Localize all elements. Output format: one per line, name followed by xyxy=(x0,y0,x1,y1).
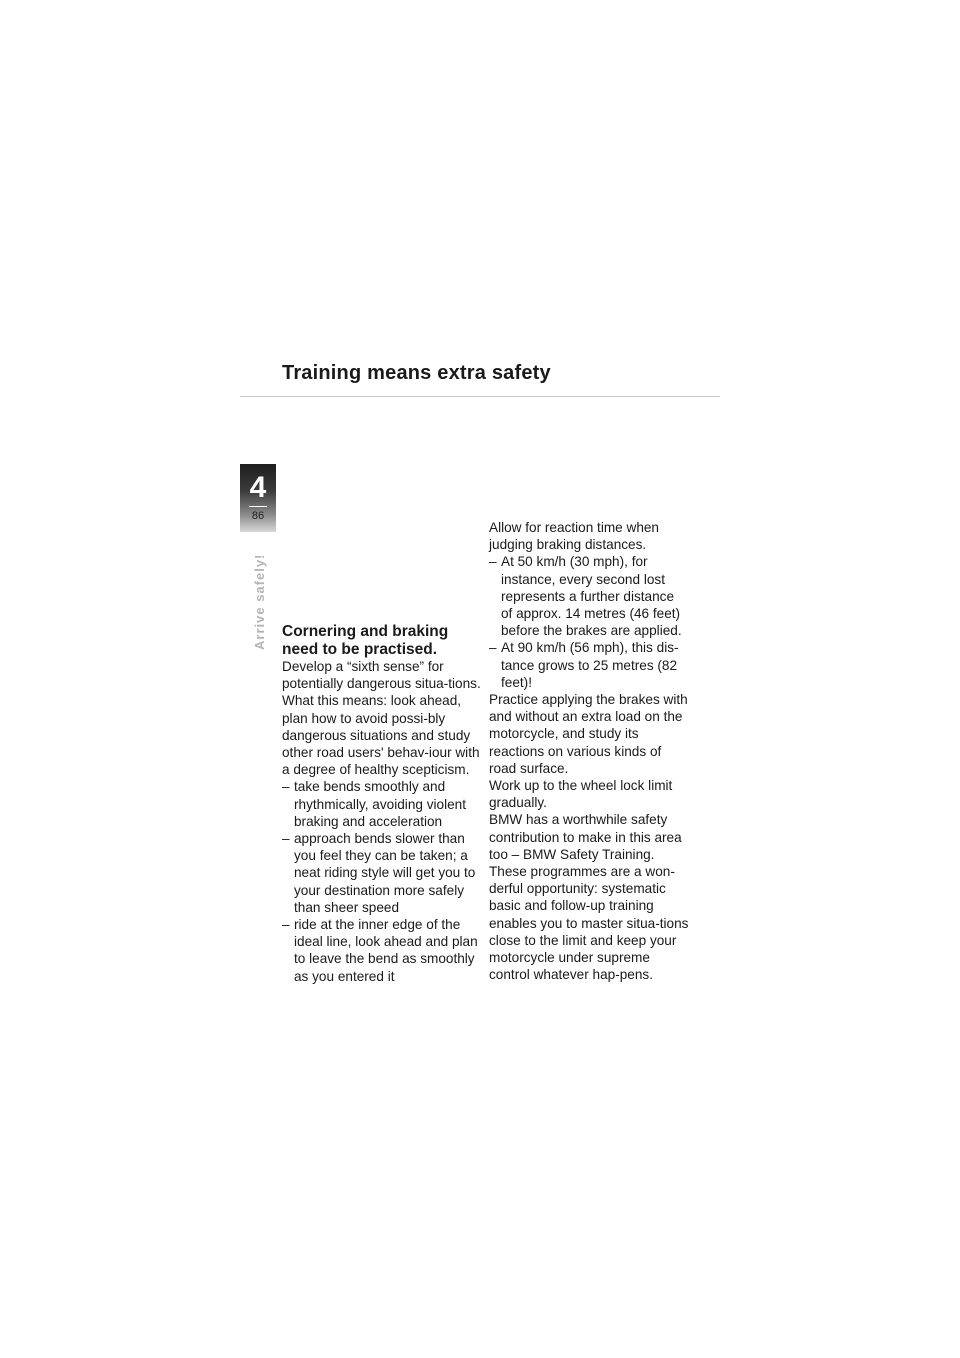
left-bullet-list xyxy=(282,778,482,984)
list-item xyxy=(489,553,689,639)
page-number: 86 xyxy=(251,510,265,522)
right-intro-paragraph: Allow for reaction time when judging braking distances. xyxy=(489,520,659,553)
list-item-text: At 50 km/h (30 mph), for instance, every second lost represents a further distance of approx. 14 metres (46 feet) before the brakes are applied. xyxy=(501,554,682,639)
right-column xyxy=(489,519,689,983)
list-item-text: At 90 km/h (56 mph), this dis-tance grows to 25 metres (82 feet)! xyxy=(501,640,679,690)
chapter-divider xyxy=(249,506,267,507)
safety-training-paragraph: BMW has a worthwhile safety contribution to make in this area too – BMW Safety Training. These programmes are a won-derful opportunity: systematic basic and follow-up training enables you to master situa-tions close to the limit and keep your motorcycle under supreme control whatever hap-pens. xyxy=(489,812,689,983)
braking-practice-paragraph: Practice applying the brakes with and without an extra load on the motorcycle, and study its reactions on various kinds of road surface. xyxy=(489,692,688,776)
bullet-dash: – xyxy=(282,831,290,847)
list-item-text: ride at the inner edge of the ideal line, look ahead and plan to leave the bend as smoothly as you entered it xyxy=(294,917,478,984)
chapter-number: 4 xyxy=(249,471,267,504)
left-column xyxy=(282,623,482,985)
bullet-dash: – xyxy=(282,779,290,795)
list-item xyxy=(282,778,482,830)
chapter-side-label: Arrive safely! xyxy=(252,553,267,650)
right-bullet-list xyxy=(489,553,689,691)
wheel-lock-paragraph: Work up to the wheel lock limit gradually. xyxy=(489,778,673,811)
bullet-dash: – xyxy=(282,917,290,933)
title-divider xyxy=(240,396,720,397)
bullet-dash: – xyxy=(489,640,497,656)
left-intro-paragraph: Develop a “sixth sense” for potentially dangerous situa-tions. What this means: look ahead, plan how to avoid possi-bly dangerous situations and study other road users' behav-iour with a degree of healthy scepticism. xyxy=(282,659,481,778)
list-item-text: take bends smoothly and rhythmically, avoiding violent braking and acceleration xyxy=(294,779,467,829)
page-title: Training means extra safety xyxy=(282,362,551,384)
section-heading: Cornering and braking need to be practised. xyxy=(282,623,449,658)
list-item xyxy=(282,830,482,916)
list-item xyxy=(489,639,689,691)
list-item xyxy=(282,916,482,985)
list-item-text: approach bends slower than you feel they can be taken; a neat riding style will get you to your destination more safely than sheer speed xyxy=(294,831,476,915)
bullet-dash: – xyxy=(489,554,497,570)
chapter-tab xyxy=(240,464,276,532)
